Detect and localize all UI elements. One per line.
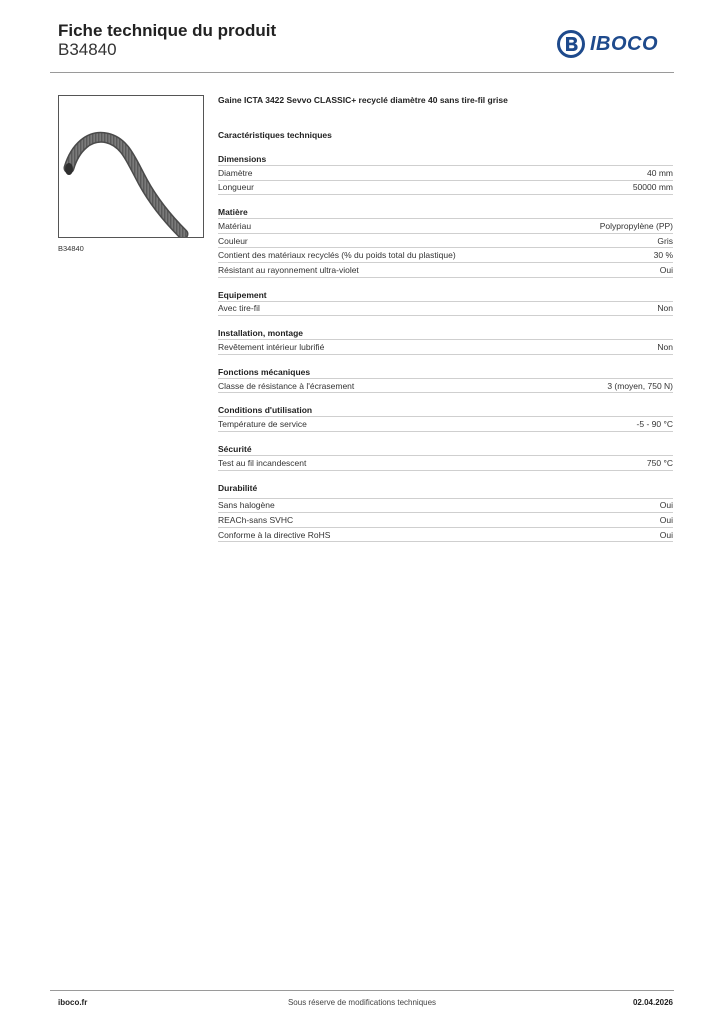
- row-value: Oui: [659, 500, 673, 511]
- row-value: Gris: [657, 235, 673, 246]
- section-dimensions: [218, 154, 673, 195]
- section-installation: [218, 328, 673, 355]
- row-value: 750 °C: [646, 457, 673, 468]
- table-row: [218, 234, 673, 249]
- section-title: Sécurité: [218, 444, 673, 456]
- table-row: [218, 263, 673, 278]
- row-value: Non: [657, 341, 673, 352]
- conduit-icon: [59, 96, 203, 237]
- section-title: Durabilité: [218, 483, 673, 499]
- row-label: Couleur: [218, 235, 248, 246]
- section-durabilite: [218, 483, 673, 543]
- row-value: 50000 mm: [632, 182, 673, 193]
- section-title: Matière: [218, 207, 673, 219]
- row-label: Conforme à la directive RoHS: [218, 529, 331, 540]
- row-label: Température de service: [218, 419, 307, 430]
- brand-logo: [557, 29, 675, 59]
- row-value: 3 (moyen, 750 N): [607, 380, 673, 391]
- row-label: Résistant au rayonnement ultra-violet: [218, 264, 359, 275]
- table-row: [218, 340, 673, 355]
- characteristics-panel: [218, 95, 673, 542]
- row-value: Oui: [659, 264, 673, 275]
- row-label: REACh-sans SVHC: [218, 514, 294, 525]
- row-value: 30 %: [653, 250, 673, 261]
- section-title: Equipement: [218, 290, 673, 302]
- row-value: Oui: [659, 514, 673, 525]
- section-equipement: [218, 290, 673, 317]
- product-name: Gaine ICTA 3422 Sevvo CLASSIC+ recyclé diamètre 40 sans tire-fil grise: [218, 95, 508, 105]
- page-title: Fiche technique du produit: [58, 21, 277, 40]
- row-label: Sans halogène: [218, 500, 275, 511]
- section-fonctions-mecaniques: [218, 367, 673, 394]
- row-label: Longueur: [218, 182, 254, 193]
- iboco-logo-icon: [557, 30, 585, 58]
- row-label: Revêtement intérieur lubrifié: [218, 341, 325, 352]
- section-title: Dimensions: [218, 154, 673, 166]
- row-value: Non: [657, 303, 673, 314]
- table-row: [218, 166, 673, 181]
- section-title: Fonctions mécaniques: [218, 367, 673, 379]
- footer-divider: [50, 990, 674, 991]
- logo-wordmark: IBOCO: [590, 32, 659, 55]
- row-value: Oui: [659, 529, 673, 540]
- row-label: Contient des matériaux recyclés (% du poids total du plastique): [218, 250, 456, 261]
- section-matiere: [218, 207, 673, 277]
- table-row: [218, 219, 673, 234]
- row-label: Diamètre: [218, 167, 253, 178]
- row-label: Matériau: [218, 220, 252, 231]
- table-row: [218, 181, 673, 196]
- row-value: Polypropylène (PP): [599, 220, 673, 231]
- section-conditions-utilisation: [218, 405, 673, 432]
- row-label: Avec tire-fil: [218, 303, 260, 314]
- footer-date: 02.04.2026: [632, 998, 673, 1007]
- section-title: Installation, montage: [218, 328, 673, 340]
- footer-website: iboco.fr: [58, 998, 88, 1007]
- table-row: [218, 528, 673, 543]
- product-reference: B34840: [58, 40, 117, 59]
- characteristics-title: Caractéristiques techniques: [218, 130, 332, 140]
- product-image: [58, 95, 204, 238]
- section-securite: [218, 444, 673, 471]
- table-row: [218, 302, 673, 317]
- row-label: Classe de résistance à l'écrasement: [218, 380, 355, 391]
- row-value: 40 mm: [647, 167, 673, 178]
- table-row: [218, 248, 673, 263]
- row-label: Test au fil incandescent: [218, 457, 307, 468]
- table-row: [218, 513, 673, 528]
- table-row: [218, 456, 673, 471]
- footer-notice: Sous réserve de modifications techniques: [287, 998, 437, 1007]
- table-row: [218, 499, 673, 514]
- row-value: -5 - 90 °C: [636, 419, 673, 430]
- header-divider: [50, 72, 674, 73]
- table-row: [218, 379, 673, 394]
- section-title: Conditions d'utilisation: [218, 405, 673, 417]
- image-caption: B34840: [58, 244, 84, 253]
- table-row: [218, 417, 673, 432]
